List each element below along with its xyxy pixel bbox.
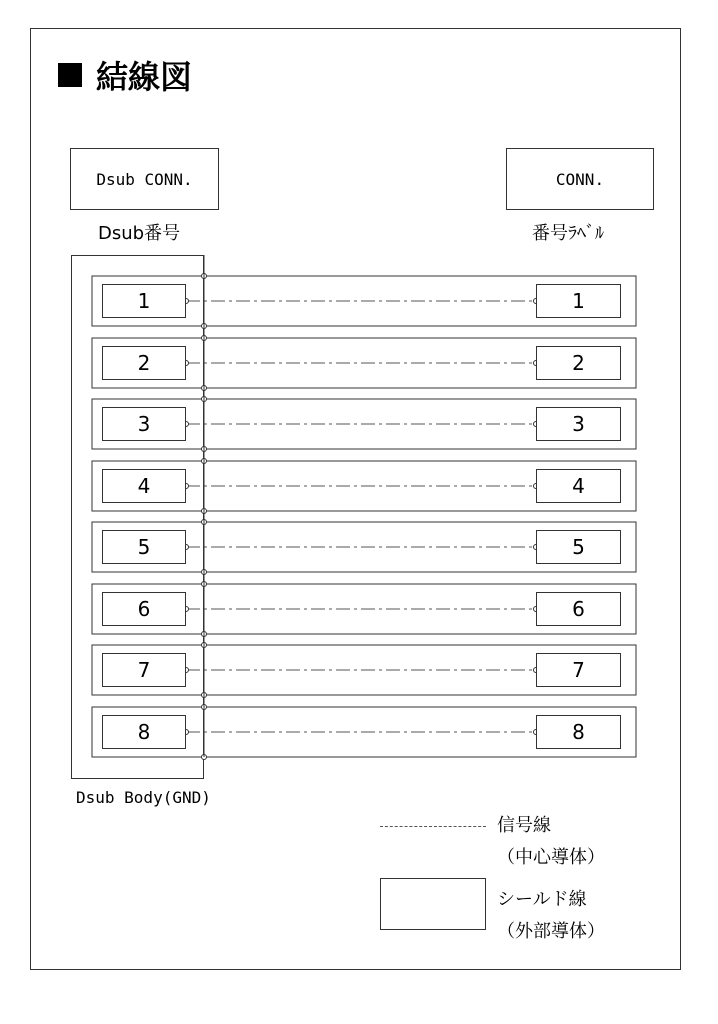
right-pin-4: [536, 469, 621, 503]
left-pin-8: [102, 715, 186, 749]
left-pin-number: 7: [137, 658, 151, 682]
right-pin-number: 6: [572, 597, 585, 621]
left-pin-number: 1: [137, 289, 151, 313]
left-pin-number: 5: [137, 535, 151, 559]
legend-signal-line-label: 信号線: [497, 815, 551, 836]
left-pin-number: 8: [137, 720, 151, 744]
left-pin-number: 3: [137, 412, 151, 436]
left-pin-4: [102, 469, 186, 503]
right-pin-number: 3: [572, 412, 585, 436]
right-connector-label: CONN.: [555, 169, 605, 189]
left-pin-number: 2: [137, 351, 151, 375]
right-pin-8: [536, 715, 621, 749]
right-pin-number: 7: [572, 658, 585, 682]
right-pin-number: 5: [572, 535, 585, 559]
right-pin-number: 8: [572, 720, 585, 744]
legend-shield-sample: [380, 878, 486, 930]
right-pin-7: [536, 653, 621, 687]
right-column-header: 番号ﾗﾍﾞﾙ: [532, 223, 604, 244]
left-pin-2: [102, 346, 186, 380]
title-text: 結線図: [96, 58, 193, 96]
legend-signal-line-sample: [380, 826, 486, 828]
legend-signal-text: [497, 810, 605, 874]
right-pin-1: [536, 284, 621, 318]
left-pin-number: 6: [137, 597, 151, 621]
left-pin-3: [102, 407, 186, 441]
legend-shield-line-note: （外部導体）: [497, 921, 605, 942]
left-pin-6: [102, 592, 186, 626]
legend-shield-line-label: シールド線: [497, 889, 587, 910]
right-pin-number: 4: [572, 474, 585, 498]
right-pin-6: [536, 592, 621, 626]
legend-signal-line-note: （中心導体）: [497, 847, 605, 868]
right-pin-2: [536, 346, 621, 380]
right-pin-number: 2: [572, 351, 585, 375]
right-pin-number: 1: [572, 289, 585, 313]
left-column-header: Dsub番号: [98, 223, 181, 244]
left-pin-1: [102, 284, 186, 318]
left-connector-label: Dsub CONN.: [96, 169, 193, 189]
dsub-body-label: Dsub Body(GND): [76, 788, 211, 807]
right-pin-3: [536, 407, 621, 441]
left-pin-7: [102, 653, 186, 687]
right-pin-5: [536, 530, 621, 564]
left-pin-number: 4: [137, 474, 151, 498]
left-pin-5: [102, 530, 186, 564]
legend-shield-text: [497, 884, 605, 948]
